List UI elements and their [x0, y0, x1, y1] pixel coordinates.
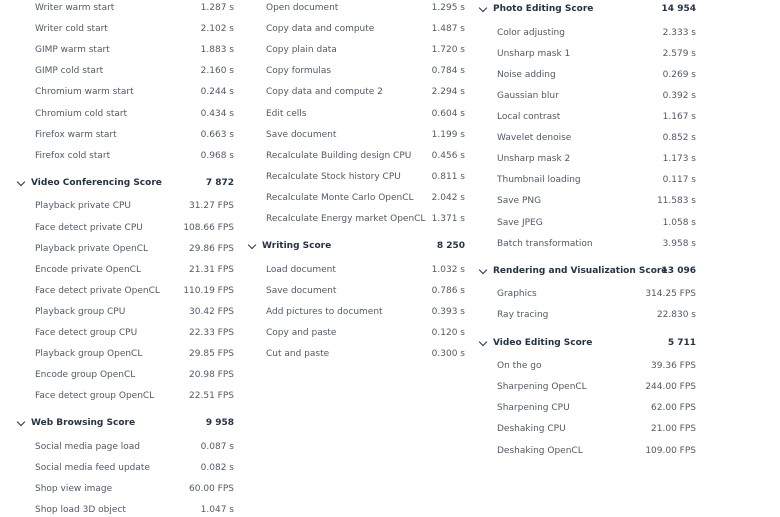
test-value: 1.047 s: [200, 505, 234, 516]
test-name: Face detect group OpenCL: [35, 391, 155, 402]
result-row: [18, 1, 234, 15]
test-name: Batch transformation: [497, 238, 593, 249]
result-row: [480, 26, 696, 40]
result-row: [249, 128, 465, 142]
section-title: Video Editing Score: [493, 337, 593, 348]
test-value: 29.85 FPS: [189, 349, 234, 360]
test-name: Load document: [266, 264, 336, 275]
result-row: [18, 199, 234, 213]
result-row: [18, 85, 234, 99]
section-score: 7 872: [205, 177, 234, 188]
result-row: [249, 284, 465, 298]
test-value: 109.00 FPS: [645, 445, 696, 456]
test-value: 1.058 s: [662, 217, 696, 228]
test-value: 62.00 FPS: [651, 403, 696, 414]
result-row: [480, 444, 696, 458]
section-header[interactable]: [480, 2, 696, 16]
test-name: Unsharp mask 2: [497, 154, 571, 165]
test-name: Save JPEG: [497, 217, 543, 228]
test-name: Local contrast: [497, 112, 561, 122]
result-row: [18, 284, 234, 298]
test-name: Noise adding: [497, 69, 556, 80]
test-name: Shop view image: [35, 484, 113, 495]
result-row: [249, 326, 465, 340]
test-value: 2.102 s: [200, 24, 234, 35]
test-name: Copy data and compute: [266, 24, 375, 35]
test-name: Wavelet denoise: [497, 133, 572, 144]
result-row: [480, 216, 696, 230]
test-name: Copy formulas: [266, 66, 332, 77]
test-name: Save document: [266, 129, 337, 140]
test-value: 0.082 s: [200, 463, 234, 474]
test-name: Playback private OpenCL: [35, 243, 149, 254]
test-value: 29.86 FPS: [189, 243, 234, 254]
result-row: [18, 440, 234, 454]
test-value: 60.00 FPS: [189, 484, 234, 495]
result-row: [480, 194, 696, 208]
section-score: 5 711: [667, 337, 696, 348]
result-row: [249, 212, 465, 226]
test-value: 0.604 s: [431, 108, 465, 119]
section-header[interactable]: [480, 264, 696, 278]
result-row: [480, 110, 696, 124]
result-row: [480, 173, 696, 187]
test-name: Color adjusting: [497, 27, 565, 38]
test-name: Firefox warm start: [35, 129, 117, 140]
result-row: [18, 128, 234, 142]
result-row: [249, 170, 465, 184]
result-row: [18, 461, 234, 475]
test-name: Add pictures to document: [266, 306, 383, 317]
test-name: Unsharp mask 1: [497, 48, 571, 59]
test-value: 1.487 s: [431, 24, 465, 35]
test-value: 39.36 FPS: [651, 361, 696, 372]
result-row: [480, 237, 696, 251]
test-name: Save document: [266, 285, 337, 296]
test-name: Playback group OpenCL: [35, 349, 143, 360]
test-name: Shop load 3D object: [35, 505, 126, 516]
test-value: 11.583 s: [656, 196, 696, 207]
result-row: [249, 149, 465, 163]
section-score: 9 958: [205, 418, 234, 429]
test-value: 1.295 s: [431, 3, 465, 13]
result-row: [249, 22, 465, 36]
chevron-down-icon[interactable]: [479, 265, 487, 273]
test-name: Sharpening CPU: [497, 403, 570, 414]
result-row: [18, 347, 234, 361]
test-value: 244.00 FPS: [645, 382, 696, 393]
test-value: 1.883 s: [200, 45, 234, 56]
test-name: Graphics: [497, 289, 537, 300]
test-value: 0.811 s: [431, 171, 465, 182]
test-name: Face detect private CPU: [35, 222, 143, 233]
test-value: 1.173 s: [662, 154, 696, 165]
result-row: [480, 359, 696, 373]
section-title: Video Conferencing Score: [31, 177, 162, 188]
section-header[interactable]: [249, 239, 465, 253]
test-value: 0.968 s: [200, 150, 234, 161]
result-row: [480, 401, 696, 415]
result-row: [249, 347, 465, 361]
result-row: [18, 482, 234, 496]
test-value: 0.663 s: [200, 129, 234, 140]
test-value: 21.31 FPS: [189, 264, 234, 275]
result-row: [480, 89, 696, 103]
test-value: 0.120 s: [431, 328, 465, 338]
result-row: [480, 287, 696, 301]
test-name: Save PNG: [497, 196, 542, 207]
test-value: 0.784 s: [431, 66, 465, 77]
test-value: 1.287 s: [200, 3, 234, 13]
section-score: 13 096: [661, 265, 696, 276]
test-value: 1.032 s: [431, 264, 465, 275]
test-value: 0.087 s: [200, 442, 234, 452]
result-row: [18, 64, 234, 78]
test-name: Playback group CPU: [35, 306, 126, 317]
test-name: Edit cells: [266, 108, 307, 119]
result-row: [18, 368, 234, 382]
test-value: 0.456 s: [431, 150, 465, 161]
result-row: [249, 85, 465, 99]
test-value: 30.42 FPS: [189, 306, 234, 317]
test-value: 2.294 s: [431, 87, 465, 98]
test-name: Sharpening OpenCL: [497, 382, 587, 393]
test-value: 0.434 s: [200, 108, 234, 119]
result-row: [480, 131, 696, 145]
test-value: 108.66 FPS: [183, 222, 234, 233]
test-value: 2.160 s: [200, 66, 234, 77]
chevron-down-icon[interactable]: [479, 337, 487, 345]
test-value: 0.852 s: [662, 133, 696, 144]
section-title: Photo Editing Score: [493, 4, 594, 14]
test-value: 0.269 s: [662, 69, 696, 80]
section-score: 14 954: [661, 4, 696, 14]
test-name: Chromium warm start: [35, 87, 134, 98]
test-value: 314.25 FPS: [645, 289, 696, 300]
test-name: Writer warm start: [35, 3, 115, 13]
test-value: 22.51 FPS: [189, 391, 234, 402]
result-row: [480, 308, 696, 322]
result-row: [18, 107, 234, 121]
section-header[interactable]: [18, 416, 234, 430]
test-name: Face detect private OpenCL: [35, 285, 160, 296]
chevron-down-icon[interactable]: [479, 4, 487, 12]
test-name: Encode group OpenCL: [35, 370, 136, 381]
test-name: Copy and paste: [266, 328, 337, 338]
test-value: 22.830 s: [656, 310, 696, 321]
test-name: Copy data and compute 2: [266, 87, 383, 98]
test-name: Face detect group CPU: [35, 328, 138, 338]
test-value: 0.117 s: [662, 175, 696, 186]
result-row: [18, 503, 234, 517]
result-row: [18, 22, 234, 36]
section-title: Writing Score: [262, 241, 332, 252]
test-name: Thumbnail loading: [497, 175, 581, 186]
test-value: 2.042 s: [431, 192, 465, 203]
section-title: Rendering and Visualization Score: [493, 265, 668, 276]
result-row: [18, 389, 234, 403]
test-value: 1.167 s: [662, 112, 696, 122]
test-value: 0.393 s: [431, 306, 465, 317]
test-name: Firefox cold start: [35, 150, 111, 161]
test-value: 21.00 FPS: [651, 424, 696, 435]
result-row: [480, 380, 696, 394]
result-row: [480, 422, 696, 436]
result-row: [249, 305, 465, 319]
test-name: Chromium cold start: [35, 108, 128, 119]
section-score: 8 250: [436, 241, 465, 252]
section-header[interactable]: [480, 336, 696, 350]
result-row: [480, 68, 696, 82]
result-row: [18, 242, 234, 256]
test-value: 1.199 s: [431, 129, 465, 140]
chevron-down-icon[interactable]: [17, 418, 25, 426]
result-row: [249, 43, 465, 57]
section-title: Web Browsing Score: [31, 418, 136, 429]
test-name: Recalculate Stock history CPU: [266, 171, 401, 182]
test-name: Encode private OpenCL: [35, 264, 141, 275]
test-name: Deshaking OpenCL: [497, 445, 583, 456]
test-name: Copy plain data: [266, 45, 337, 56]
test-name: GIMP cold start: [35, 66, 104, 77]
test-value: 110.19 FPS: [183, 285, 234, 296]
result-row: [480, 152, 696, 166]
result-row: [249, 263, 465, 277]
result-row: [249, 1, 465, 15]
test-name: Recalculate Monte Carlo OpenCL: [266, 192, 414, 203]
result-row: [480, 47, 696, 61]
test-value: 3.958 s: [662, 238, 696, 249]
test-name: Social media page load: [35, 442, 141, 452]
test-value: 1.720 s: [431, 45, 465, 56]
test-value: 31.27 FPS: [189, 201, 234, 212]
result-row: [249, 107, 465, 121]
test-name: Recalculate Building design CPU: [266, 150, 412, 161]
result-row: [18, 221, 234, 235]
result-row: [18, 305, 234, 319]
test-name: Playback private CPU: [35, 201, 131, 212]
result-row: [18, 149, 234, 163]
test-value: 1.371 s: [431, 214, 465, 224]
test-name: Gaussian blur: [497, 90, 559, 101]
test-name: Cut and paste: [266, 349, 330, 360]
result-row: [249, 191, 465, 205]
test-name: GIMP warm start: [35, 45, 110, 56]
test-name: Ray tracing: [497, 310, 549, 321]
test-value: 22.33 FPS: [189, 328, 234, 338]
test-value: 20.98 FPS: [189, 370, 234, 381]
test-value: 0.244 s: [200, 87, 234, 98]
test-value: 0.786 s: [431, 285, 465, 296]
test-name: On the go: [497, 361, 542, 372]
test-value: 0.300 s: [431, 349, 465, 360]
test-name: Social media feed update: [35, 463, 150, 474]
result-row: [18, 326, 234, 340]
result-row: [18, 43, 234, 57]
test-name: Deshaking CPU: [497, 424, 566, 435]
test-value: 2.333 s: [662, 27, 696, 38]
chevron-down-icon[interactable]: [17, 178, 25, 186]
result-row: [249, 64, 465, 78]
chevron-down-icon[interactable]: [248, 241, 256, 249]
test-value: 2.579 s: [662, 48, 696, 59]
test-name: Writer cold start: [35, 24, 108, 35]
section-header[interactable]: [18, 176, 234, 190]
result-row: [18, 263, 234, 277]
test-name: Recalculate Energy market OpenCL: [266, 214, 426, 224]
test-name: Open document: [266, 3, 339, 13]
test-value: 0.392 s: [662, 90, 696, 101]
